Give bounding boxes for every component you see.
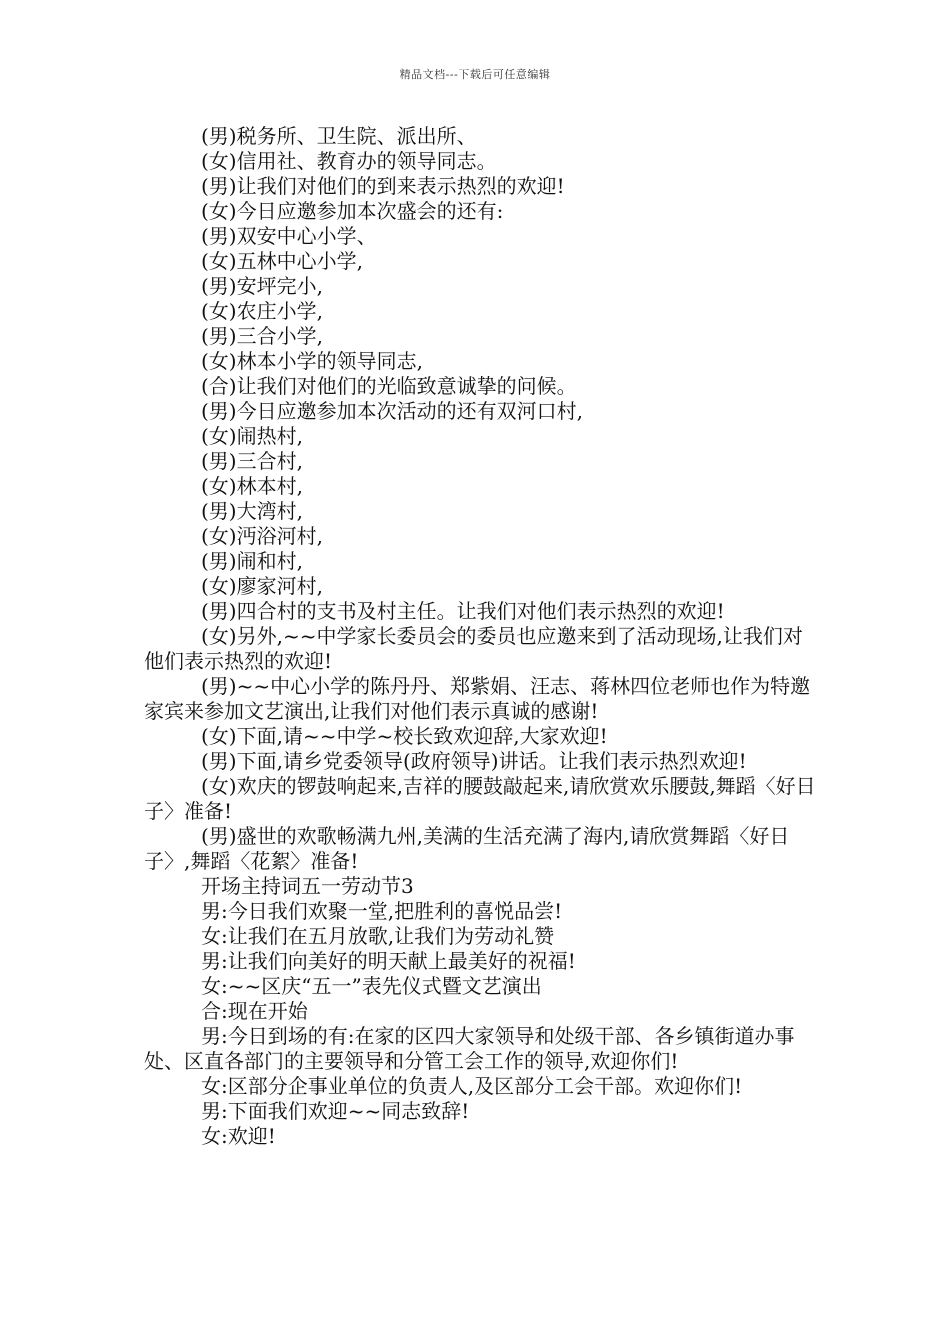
paragraph: (男)安坪完小,	[201, 274, 323, 298]
paragraph: (男)~~中心小学的陈丹丹、郑紫娟、汪志、蒋林四位老师也作为特邀家宾来参加文艺演出,让我们对他们表示真诚的感谢!	[144, 674, 811, 723]
paragraph: (男)税务所、卫生院、派出所、	[201, 124, 477, 148]
paragraph: (男)四合村的支书及村主任。让我们对他们表示热烈的欢迎!	[201, 599, 725, 623]
paragraph: 男:下面我们欢迎~~同志致辞!	[201, 1099, 470, 1123]
paragraph: (男)让我们对他们的到来表示热烈的欢迎!	[201, 174, 565, 198]
paragraph: (男)三合村,	[201, 449, 303, 473]
paragraph: (女)林本小学的领导同志,	[201, 349, 423, 373]
page-header: 精品文档---下载后可任意编辑	[399, 68, 551, 81]
document-body	[144, 124, 816, 1149]
paragraph: (男)三合小学,	[201, 324, 323, 348]
paragraph: (女)信用社、教育办的领导同志。	[201, 149, 497, 173]
paragraph: 女:让我们在五月放歌,让我们为劳动礼赞	[201, 924, 555, 948]
paragraph: (男)下面,请乡党委领导(政府领导)讲话。让我们表示热烈欢迎!	[201, 749, 747, 773]
paragraph: (男)大湾村,	[201, 499, 303, 523]
paragraph: (女)今日应邀参加本次盛会的还有:	[201, 199, 504, 223]
paragraph: 女:~~区庆“五一”表先仪式暨文艺演出	[201, 974, 542, 998]
paragraph: (男)今日应邀参加本次活动的还有双河口村,	[201, 399, 583, 423]
paragraph: (合)让我们对他们的光临致意诚挚的问候。	[201, 374, 577, 398]
paragraph: 女:欢迎!	[201, 1124, 276, 1148]
paragraph: (女)下面,请~~中学~校长致欢迎辞,大家欢迎!	[201, 724, 608, 748]
paragraph: (女)农庄小学,	[201, 299, 323, 323]
paragraph: (女)另外,~~中学家长委员会的委员也应邀来到了活动现场,让我们对他们表示热烈的欢迎!	[144, 624, 803, 673]
paragraph: (女)闹热村,	[201, 424, 303, 448]
paragraph: (女)五林中心小学,	[201, 249, 363, 273]
paragraph: 合:现在开始	[201, 999, 308, 1023]
paragraph: (女)林本村,	[201, 474, 303, 498]
paragraph: (女)沔浴河村,	[201, 524, 323, 548]
paragraph: 男:今日到场的有:在家的区四大家领导和处级干部、各乡镇街道办事处、区直各部门的主要领导和分管工会工作的领导,欢迎你们!	[144, 1024, 795, 1073]
paragraph: (男)盛世的欢歌畅满九州,美满的生活充满了海内,请欣赏舞蹈〈好日子〉,舞蹈〈花絮〉准备!	[144, 824, 790, 873]
paragraph: (男)闹和村,	[201, 549, 303, 573]
paragraph: (女)廖家河村,	[201, 574, 323, 598]
paragraph: 女:区部分企事业单位的负责人,及区部分工会干部。欢迎你们!	[201, 1074, 743, 1098]
paragraph: (女)欢庆的锣鼓响起来,吉祥的腰鼓敲起来,请欣赏欢乐腰鼓,舞蹈〈好日子〉准备!	[144, 774, 816, 823]
paragraph: (男)双安中心小学、	[201, 224, 377, 248]
paragraph: 男:让我们向美好的明天献上最美好的祝福!	[201, 949, 576, 973]
section-heading: 开场主持词五一劳动节3	[201, 874, 414, 898]
paragraph: 男:今日我们欢聚一堂,把胜利的喜悦品尝!	[201, 899, 563, 923]
